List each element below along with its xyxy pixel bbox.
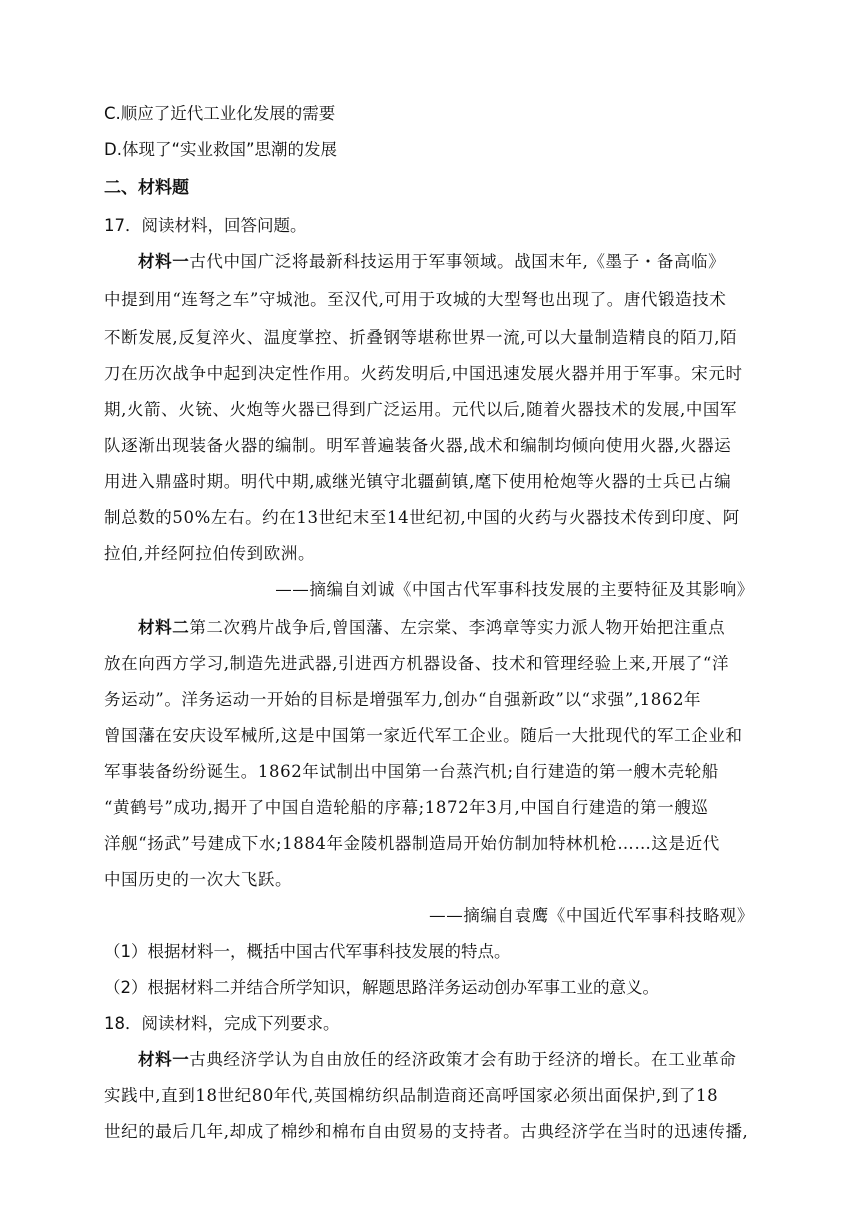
q17-material-2-line: 军事装备纷纷诞生。1862年试制出中国第一台蒸汽机;自行建造的第一艘木壳轮船 (104, 762, 719, 781)
q17-material-1-text: 古代中国广泛将最新科技运用于军事领域。战国末年,《墨子・备高临》 (189, 252, 726, 271)
q17-material-2-line: 放在向西方学习,制造先进武器,引进西方机器设备、技术和管理经验上来,开展了“洋 (104, 654, 730, 673)
q17-material-2-first-line (138, 618, 725, 638)
q17-material-1-line: 队逐渐出现装备火器的编制。明军普遍装备火器,战术和编制均倾向使用火器,火器运 (104, 436, 732, 455)
option-d[interactable]: D.体现了“实业救国”思潮的发展 (104, 140, 338, 159)
q17-material-2-line: 曾国藩在安庆设军械所,这是中国第一家近代军工企业。随后一大批现代的军工企业和 (104, 726, 743, 745)
q17-material-2-label: 材料二 (138, 618, 190, 637)
section-title: 二、材料题 (104, 178, 189, 198)
q17-material-1-line: 拉伯,并经阿拉伯传到欧洲。 (104, 544, 316, 563)
q17-material-2-line: 中国历史的一次大飞跃。 (104, 870, 293, 889)
q17-subquestion-1: （1）根据材料一，概括中国古代军事科技发展的特点。 (104, 942, 511, 961)
q18-material-1-line: 世纪的最后几年,却成了棉纱和棉布自由贸易的支持者。古典经济学在当时的迅速传播, (104, 1122, 749, 1141)
q18-material-1-label: 材料一 (138, 1050, 190, 1069)
q17-material-1-line: 用进入鼎盛时期。明代中期,戚继光镇守北疆蓟镇,麾下使用枪炮等火器的士兵已占编 (104, 472, 732, 491)
q17-material-2-text: 第二次鸦片战争后,曾国藩、左宗棠、李鸿章等实力派人物开始把注重点 (189, 618, 726, 637)
q18-material-1-line: 实践中,直到18世纪80年代,英国棉纺织品制造商还高呼国家必须出面保护,到了18 (104, 1086, 719, 1105)
q17-material-2-line: 洋舰“扬武”号建成下水;1884年金陵机器制造局开始仿制加特林机枪……这是近代 (104, 834, 720, 853)
q17-material-2-source: ——摘编自袁鹰《中国近代军事科技略观》 (429, 906, 754, 925)
q17-material-1-first-line (138, 252, 725, 272)
q18-material-1-first-line (138, 1050, 737, 1070)
q17-material-1-line: 制总数的50%左右。约在13世纪末至14世纪初,中国的火药与火器技术传到印度、阿 (104, 508, 740, 527)
q17-material-1-label: 材料一 (138, 252, 190, 271)
q17-subquestion-2: （2）根据材料二并结合所学知识，解题思路洋务运动创办军事工业的意义。 (104, 978, 659, 997)
question-17-stem: 17．阅读材料，回答问题。 (104, 216, 307, 235)
question-18-stem: 18．阅读材料，完成下列要求。 (104, 1014, 340, 1033)
q17-material-1-line: 不断发展,反复淬火、温度掌控、折叠钢等堪称世界一流,可以大量制造精良的陌刀,陌 (104, 328, 738, 347)
q17-material-1-source: ——摘编自刘诚《中国古代军事科技发展的主要特征及其影响》 (275, 580, 754, 599)
q17-material-1-line: 中提到用“连弩之车”守城池。至汉代,可用于攻城的大型弩也出现了。唐代锻造技术 (104, 290, 727, 309)
option-c[interactable]: C.顺应了近代工业化发展的需要 (104, 104, 336, 123)
q17-material-2-line: “黄鹤号”成功,揭开了中国自造轮船的序幕;1872年3月,中国自行建造的第一艘巡 (104, 798, 709, 817)
q17-material-2-line: 务运动”。洋务运动一开始的目标是增强军力,创办“自强新政”以“求强”,1862年 (104, 690, 702, 709)
q17-material-1-line: 期,火箭、火铳、火炮等火器已得到广泛运用。元代以后,随着火器技术的发展,中国军 (104, 400, 738, 419)
q17-material-1-line: 刀在历次战争中起到决定性作用。火药发明后,中国迅速发展火器并用于军事。宋元时 (104, 364, 743, 383)
q18-material-1-text: 古典经济学认为自由放任的经济政策才会有助于经济的增长。在工业革命 (189, 1050, 737, 1069)
